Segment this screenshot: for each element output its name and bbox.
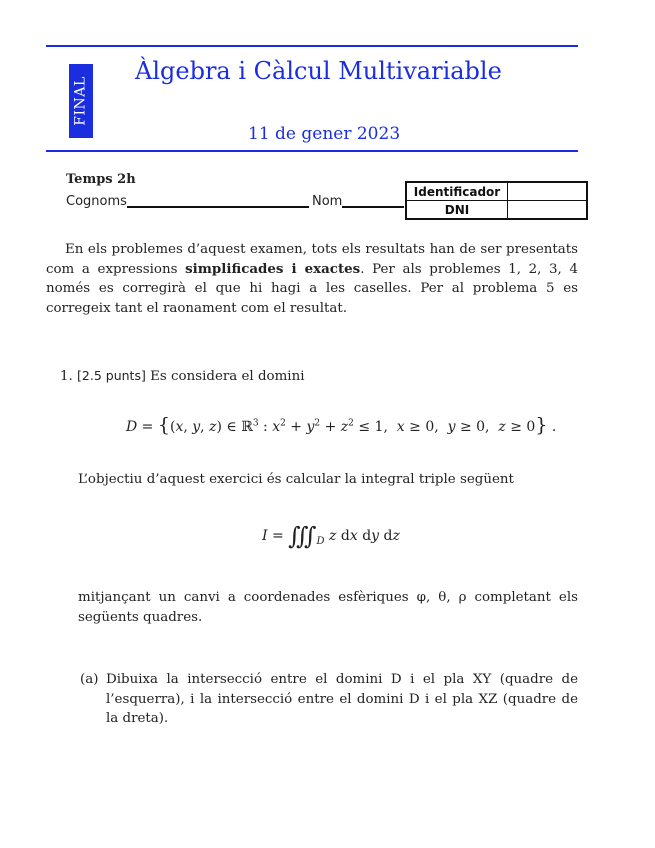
final-tag [69,64,93,138]
surname-field[interactable] [127,206,309,208]
change-text: mitjançant un canvi a coordenades esfèriques φ, θ, ρ completant els següents quadres. [78,590,578,625]
header-bottom-rule [46,150,578,152]
intro-paragraph [46,240,578,318]
id-label: Identificador [406,182,508,201]
part-a-label: (a) [80,672,99,687]
intro-part1: En els problemes d’aquest examen, tots els resultats han de ser presentats com a expressions [46,242,578,277]
intro-part2: . Per als problemes 1, 2, 3, 4 només es corregirà el que hi hagi a les caselles. Per al problema 5 es corregeix tant el raonament com el resultat. [46,261,578,316]
problem-1-heading [60,366,305,387]
problem-statement: Es considera el domini [150,369,305,384]
exam-title: Àlgebra i Càlcul Multivariable [135,57,502,85]
integral-formula: $I = ∭_D$ z dx dy dz [262,522,400,550]
objective-text: L’objectiu d’aquest exercici és calcular la integral triple següent [78,472,514,487]
exam-date: 11 de gener 2023 [248,124,401,144]
dni-field[interactable] [508,201,588,220]
intro-bold: simplificades i exactes [185,260,361,277]
name-label: Nom [312,194,343,209]
domain-formula: D = {(x, y, z) ∈ ℝ$^3$ : $x^2 + y^2 + z^2 \le 1$, x ≥ 0, y ≥ 0, z ≥ 0} . [126,414,557,436]
surname-label: Cognoms [66,194,127,209]
name-field[interactable] [342,206,404,208]
part-a-text: Dibuixa la intersecció entre el domini D i el pla XY (quadre de l’esquerra), i la intersecció entre el domini D i el pla XZ (quadre de la dreta). [106,672,578,726]
id-table [405,181,588,220]
problem-number: 1. [60,369,73,384]
id-field[interactable] [508,182,588,201]
dni-label: DNI [406,201,508,220]
final-tag-label: FINAL [73,76,89,126]
top-rule [46,45,578,47]
time-label: Temps 2h [66,172,136,187]
problem-points: [2.5 punts] [77,368,146,383]
